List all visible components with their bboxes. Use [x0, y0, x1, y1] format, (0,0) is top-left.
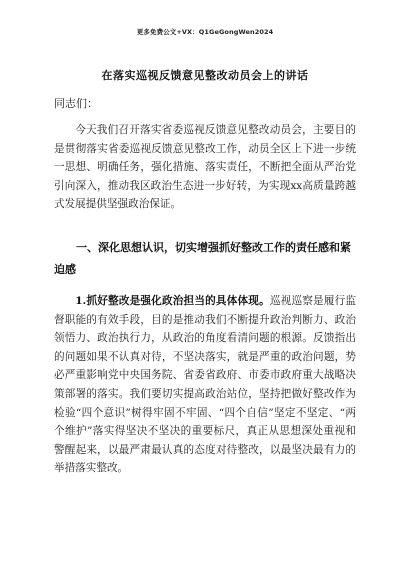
header-note: 更多免费公文+VX：Q1GeGongWen2024: [136, 28, 274, 36]
salutation: 同志们：: [54, 97, 98, 110]
document-title: 在落实巡视反馈意见整改动员会上的讲话: [101, 69, 309, 82]
subsection-lead: 1.抓好整改是强化政治担当的具体体现。: [75, 295, 270, 307]
paragraph-intro: 今天我们召开落实省委巡视反馈意见整改动员会，主要目的是贯彻落实省委巡视反馈意见整改工作，动员全区上下进一步统一思想、明确任务，强化措施、落实责任，不断把全面从严治党引向深入，推动我区政治生态进一步好转，为实现xx高质量跨越式发展提供坚强政治保证。: [54, 124, 356, 211]
paragraph-point-1: [54, 292, 356, 478]
section-heading-1: 一、深化思想认识，切实增强抓好整改工作的责任感和紧迫感: [54, 241, 351, 276]
paragraph-point-1-body: 巡视巡察是履行监督职能的有效手段，目的是推动我们不断提升政治判断力、政治领悟力、政治执行力，从政治的角度看清问题的根源。反馈指出的问题如果不认真对待，不坚决落实，就是严重的政治问题，势必严重影响党中央国务院、省委省政府、市委市政府重大战略决策部署的落实。我们要切实提高政治站位，坚持把做好整改作为检验“四个意识”树得牢固不牢固、“四个自信”坚定不坚定、“两个维护”落实得坚决不坚决的重要标尺，真正从思想深处重视和警醒起来，以最严肃最认真的态度对待整改，以最坚决最有力的举措落实整改。: [54, 295, 356, 475]
